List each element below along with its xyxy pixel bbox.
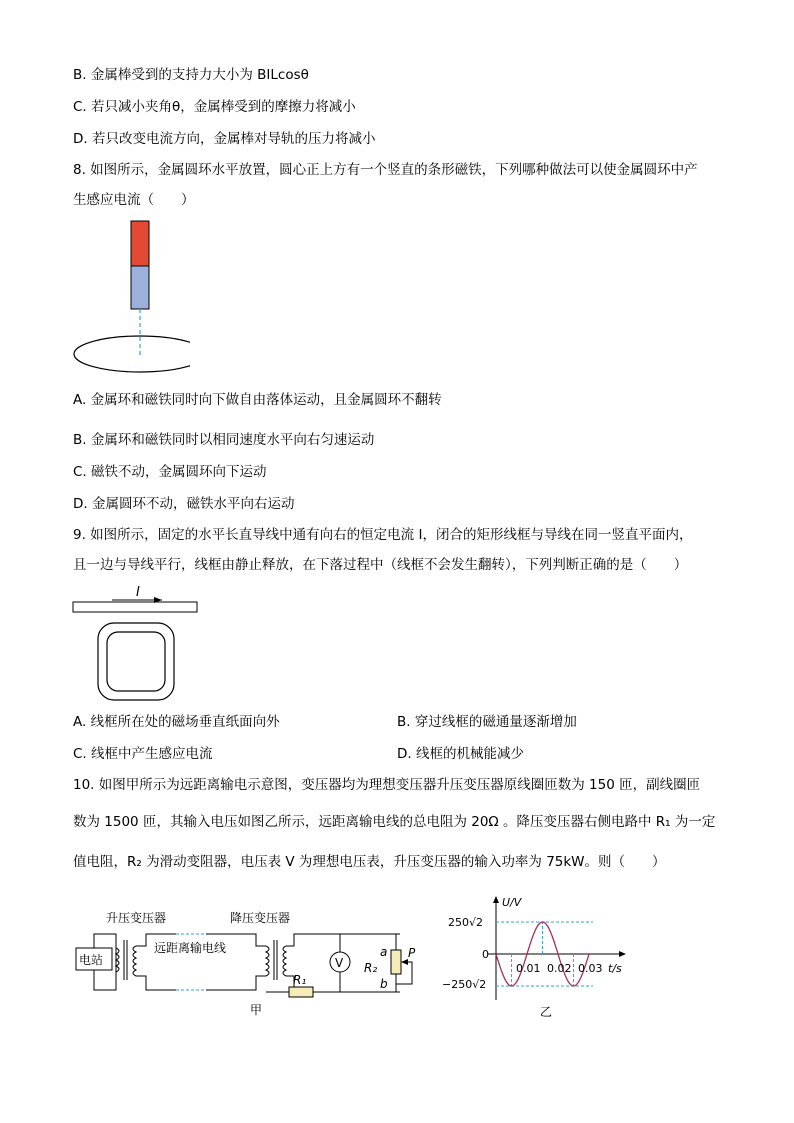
q9-wire-frame-figure <box>70 582 205 707</box>
q8-option-b: B. 金属环和磁铁同时以相同速度水平向右匀速运动 <box>73 432 375 448</box>
voltmeter-label: V <box>335 956 344 970</box>
q10-stem-line2: 数为 1500 匝，其输入电压如图乙所示，远距离输电线的总电阻为 20Ω 。降压变压器右侧电路中 R₁ 为一定 <box>73 814 716 830</box>
graph-x-label: t/s <box>608 962 622 975</box>
voltage-graph <box>440 888 640 1023</box>
frame-outer <box>98 623 174 700</box>
graph-y-label: U/V <box>502 896 522 909</box>
transmission-bottom-right <box>206 976 266 990</box>
q9-option-a: A. 线框所在处的磁场垂直纸面向外 <box>73 714 280 730</box>
metal-ring <box>74 336 190 372</box>
step-up-label: 升压变压器 <box>106 911 167 925</box>
graph-caption: 乙 <box>540 1005 553 1019</box>
q7-option-d: D. 若只改变电流方向，金属棒对导轨的压力将减小 <box>73 131 376 147</box>
graph-x-axis-arrow <box>619 951 626 957</box>
transmission-line-label: 远距离输电线 <box>154 941 227 955</box>
graph-xtick-label-2: 0.02 <box>547 962 572 975</box>
q9-option-b: B. 穿过线框的磁通量逐渐增加 <box>397 714 577 730</box>
power-station-label: 电站 <box>79 953 104 967</box>
r2-label: R₂ <box>364 961 378 975</box>
q9-option-c: C. 线框中产生感应电流 <box>73 746 213 762</box>
transmission-bottom-left <box>136 976 176 990</box>
terminal-b-label: b <box>380 977 388 991</box>
step-down-label: 降压变压器 <box>230 911 291 925</box>
magnet-south-pole <box>131 266 149 309</box>
q8-stem-line2: 生感应电流（ ） <box>73 192 195 208</box>
straight-wire <box>73 602 197 612</box>
slider-p-arrow <box>401 959 408 965</box>
slider-p-label: P <box>408 946 416 960</box>
step-up-secondary-coil <box>133 946 136 976</box>
step-down-primary-coil <box>266 946 269 976</box>
q7-option-b: B. 金属棒受到的支持力大小为 BILcosθ <box>73 67 309 83</box>
q8-option-c: C. 磁铁不动，金属圆环向下运动 <box>73 464 267 480</box>
r1-label: R₁ <box>293 973 307 987</box>
magnet-north-pole <box>131 221 149 266</box>
current-label: I <box>136 585 140 600</box>
graph-y-axis-arrow <box>493 896 499 903</box>
graph-xtick-label-1: 0.01 <box>516 962 541 975</box>
q8-option-a: A. 金属环和磁铁同时向下做自由落体运动，且金属圆环不翻转 <box>73 392 442 408</box>
q9-option-d: D. 线框的机械能减少 <box>397 746 524 762</box>
circuit-caption: 甲 <box>250 1003 263 1017</box>
rheostat-r2 <box>391 950 401 974</box>
q7-option-c: C. 若只减小夹角θ，金属棒受到的摩擦力将减小 <box>73 99 356 115</box>
q8-option-d: D. 金属圆环不动，磁铁水平向右运动 <box>73 496 295 512</box>
graph-xtick-label-3: 0.03 <box>578 962 603 975</box>
graph-ymax-label: 250√2 <box>448 916 484 929</box>
frame-inner <box>107 632 165 691</box>
q9-stem-line1: 9. 如图所示，固定的水平长直导线中通有向右的恒定电流 I，闭合的矩形线框与导线在同一竖直平面内， <box>73 527 693 543</box>
graph-ymin-label: −250√2 <box>442 978 487 991</box>
q8-magnet-ring-figure <box>70 218 190 378</box>
graph-origin: 0 <box>482 948 489 961</box>
q8-stem-line1: 8. 如图所示，金属圆环水平放置，圆心正上方有一个竖直的条形磁铁，下列哪种做法可以使金属圆环中产 <box>73 162 698 178</box>
terminal-a-label: a <box>380 945 388 959</box>
q10-stem-line1: 10. 如图甲所示为远距离输电示意图，变压器均为理想变压器升压变压器原线圈匝数为 150 匝，副线圈匝 <box>73 777 701 793</box>
circuit-diagram <box>70 900 430 1025</box>
q10-stem-line3: 值电阻，R₂ 为滑动变阻器，电压表 V 为理想电压表，升压变压器的输入功率为 75kW。则（ ） <box>73 854 666 870</box>
q9-stem-line2: 且一边与导线平行，线框由静止释放，在下落过程中（线框不会发生翻转），下列判断正确的是（ ） <box>73 557 688 573</box>
step-down-secondary-coil <box>283 946 286 976</box>
resistor-r1 <box>289 987 313 997</box>
